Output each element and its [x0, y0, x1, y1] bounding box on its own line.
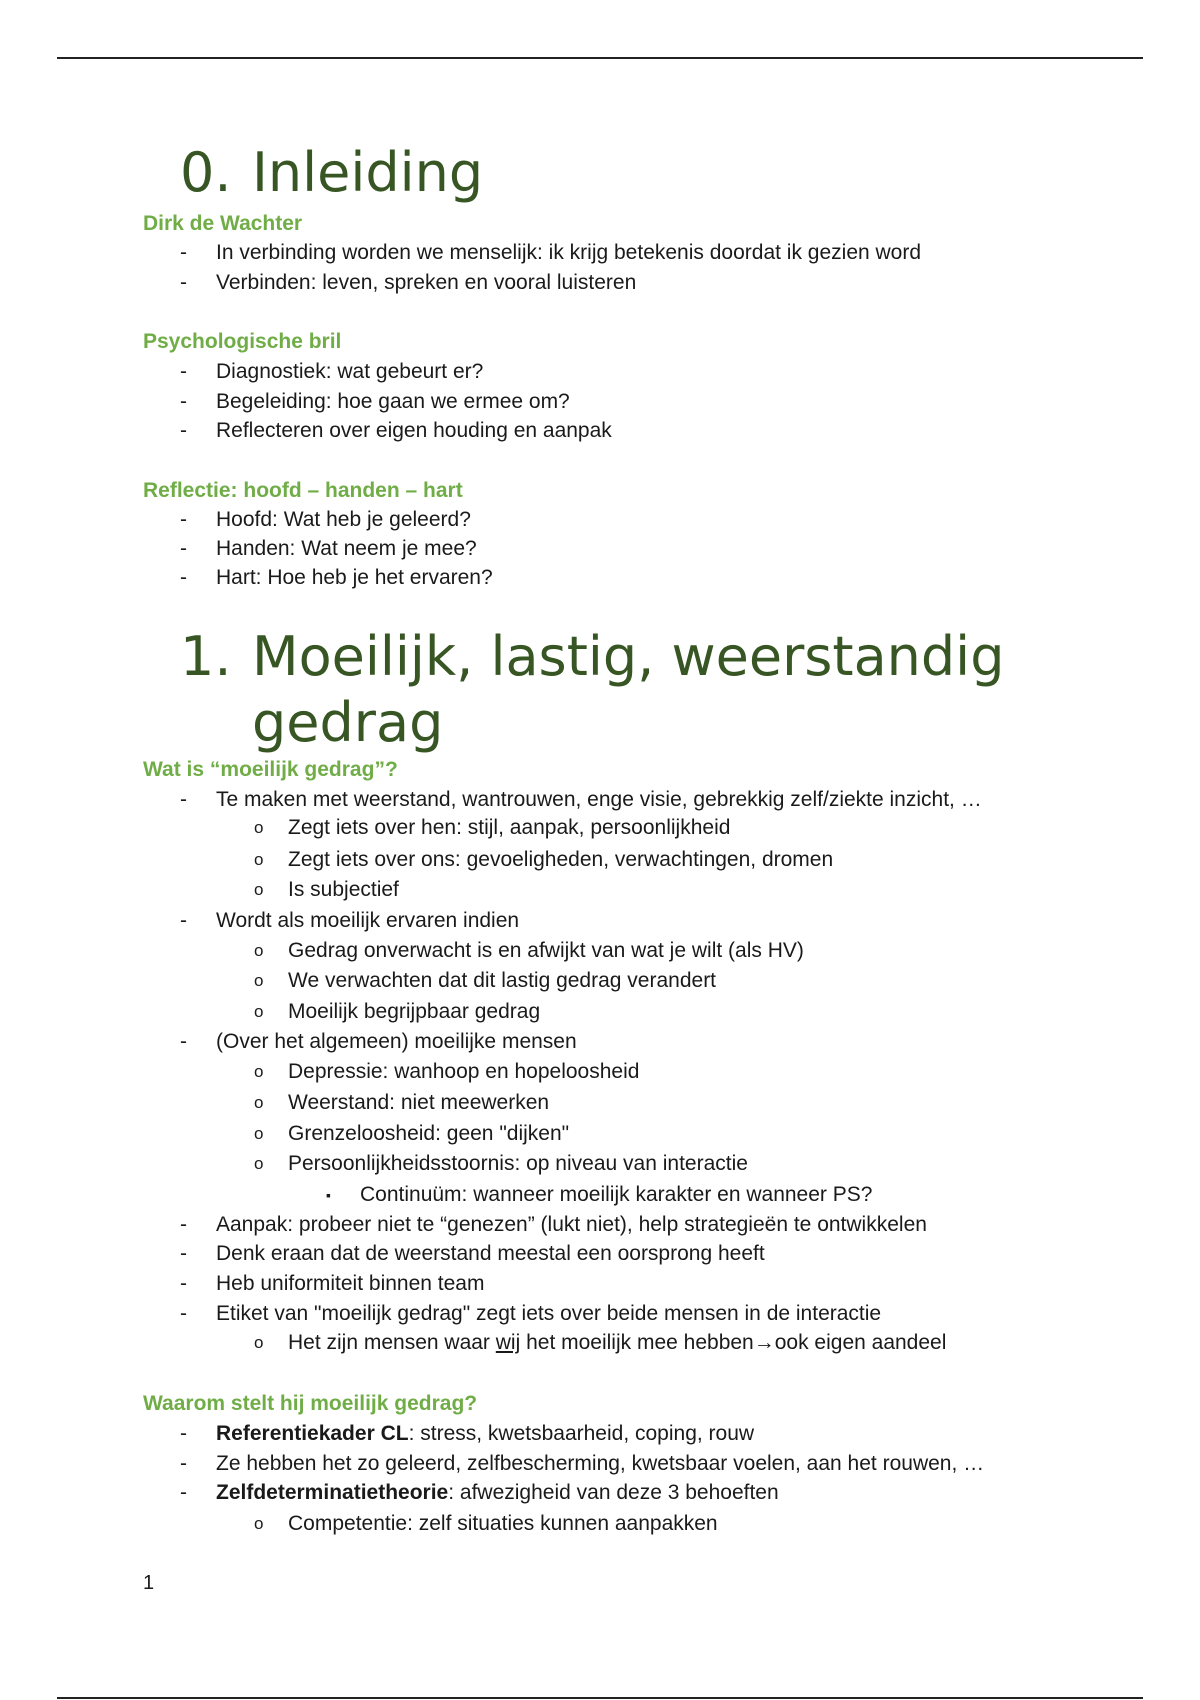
list-item: - Zelfdeterminatietheorie: afwezigheid van deze 3 behoeften: [180, 1481, 779, 1504]
list-item: - Reflecteren over eigen houding en aanpak: [180, 419, 612, 442]
heading-title: Inleiding: [252, 141, 484, 204]
list-item: o Het zijn mensen waar wij het moeilijk mee hebben→ook eigen aandeel: [254, 1331, 947, 1354]
subheading-bril: Psychologische bril: [143, 330, 342, 353]
list-item: - Te maken met weerstand, wantrouwen, enge visie, gebrekkig zelf/ziekte inzicht, …: [180, 788, 982, 811]
list-item: o Weerstand: niet meewerken: [254, 1091, 550, 1114]
list-item: - Diagnostiek: wat gebeurt er?: [180, 360, 484, 383]
list-item: o Moeilijk begrijpbaar gedrag: [254, 1000, 541, 1023]
list-item: o Competentie: zelf situaties kunnen aanpakken: [254, 1512, 718, 1535]
subheading-dirk: Dirk de Wachter: [143, 212, 303, 235]
list-item: - Begeleiding: hoe gaan we ermee om?: [180, 390, 570, 413]
list-item: - Verbinden: leven, spreken en vooral luisteren: [180, 271, 637, 294]
list-item: o Is subjectief: [254, 878, 399, 901]
list-item: - Hart: Hoe heb je het ervaren?: [180, 566, 493, 589]
heading-title-continued: gedrag: [252, 691, 444, 754]
subheading-wat-is: Wat is “moeilijk gedrag”?: [143, 758, 398, 781]
footer-rule: [57, 1697, 1143, 1699]
list-item: - Aanpak: probeer niet te “genezen” (lukt niet), help strategieën te ontwikkelen: [180, 1213, 927, 1236]
heading-number: 1.: [180, 625, 232, 688]
list-item: o We verwachten dat dit lastig gedrag verandert: [254, 969, 717, 992]
list-item: o Persoonlijkheidsstoornis: op niveau van interactie: [254, 1152, 748, 1175]
list-item: o Grenzeloosheid: geen "dijken": [254, 1122, 570, 1145]
list-item: - Referentiekader CL: stress, kwetsbaarheid, coping, rouw: [180, 1422, 755, 1445]
list-item: ▪ Continuüm: wanneer moeilijk karakter en wanneer PS?: [326, 1183, 873, 1206]
page-number: 1: [143, 1572, 155, 1594]
list-item: - In verbinding worden we menselijk: ik krijg betekenis doordat ik gezien word: [180, 241, 922, 264]
list-item: o Depressie: wanhoop en hopeloosheid: [254, 1060, 640, 1083]
subheading-reflectie: Reflectie: hoofd – handen – hart: [143, 479, 463, 502]
list-item: - Hoofd: Wat heb je geleerd?: [180, 508, 471, 531]
subheading-waarom: Waarom stelt hij moeilijk gedrag?: [143, 1392, 478, 1415]
list-item: - Handen: Wat neem je mee?: [180, 537, 477, 560]
list-item: o Zegt iets over ons: gevoeligheden, verwachtingen, dromen: [254, 848, 834, 871]
list-item: - Ze hebben het zo geleerd, zelfbescherming, kwetsbaar voelen, aan het rouwen, …: [180, 1452, 985, 1475]
list-item: - Heb uniformiteit binnen team: [180, 1272, 485, 1295]
list-item: - Wordt als moeilijk ervaren indien: [180, 909, 520, 932]
list-item: - Denk eraan dat de weerstand meestal een oorsprong heeft: [180, 1242, 765, 1265]
heading-moeilijk-gedrag: [180, 624, 1004, 756]
header-rule: [57, 57, 1143, 59]
list-item: - Etiket van "moeilijk gedrag" zegt iets over beide mensen in de interactie: [180, 1302, 882, 1325]
list-item: - (Over het algemeen) moeilijke mensen: [180, 1030, 577, 1053]
list-item: o Gedrag onverwacht is en afwijkt van wat je wilt (als HV): [254, 939, 804, 962]
heading-inleiding: [180, 140, 483, 206]
heading-number: 0.: [180, 141, 232, 204]
heading-title: Moeilijk, lastig, weerstandig: [252, 625, 1005, 688]
list-item: o Zegt iets over hen: stijl, aanpak, persoonlijkheid: [254, 816, 731, 839]
